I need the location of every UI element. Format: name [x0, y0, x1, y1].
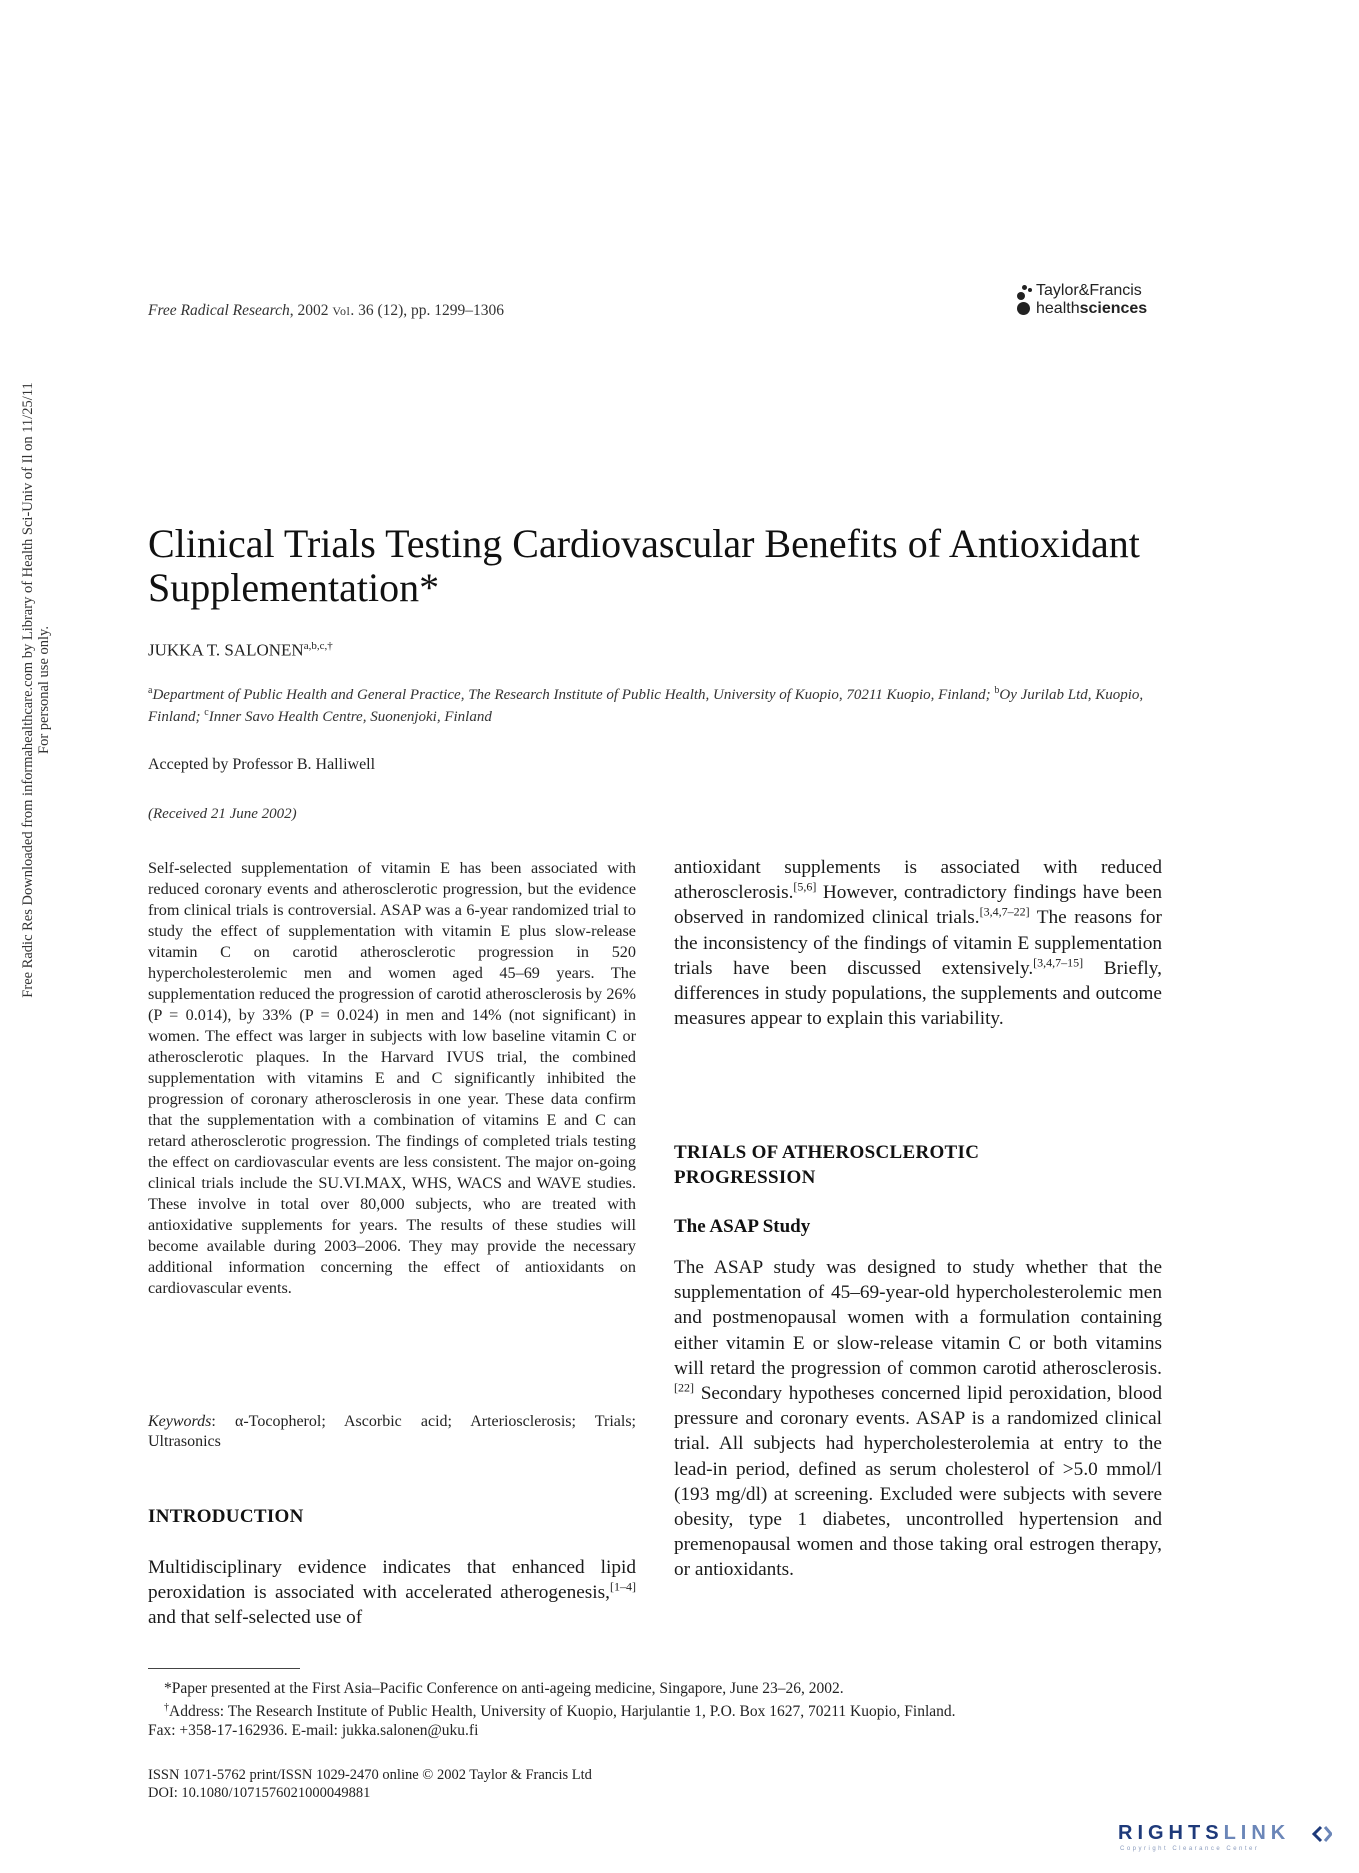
footnote-rule	[148, 1668, 300, 1669]
journal-name: Free Radical Research	[148, 302, 290, 319]
keywords-label: Keywords	[148, 1413, 212, 1430]
footnote-3: Fax: +358-17-162936. E-mail: jukka.salonen@uku.fi	[148, 1722, 479, 1740]
journal-year: , 2002	[289, 302, 333, 319]
author-name: JUKKA T. SALONEN	[148, 640, 304, 660]
issn-doi	[148, 1766, 592, 1802]
side-note-line2: For personal use only.	[36, 626, 52, 754]
footnotes	[148, 1679, 1188, 1740]
keywords	[148, 1412, 636, 1452]
trials-heading: TRIALS OF ATHEROSCLEROTIC PROGRESSION	[674, 1142, 980, 1188]
journal-details: . 36 (12), pp. 1299–1306	[350, 302, 505, 319]
author-marks: a,b,c,†	[303, 640, 333, 652]
asap-subheading: The ASAP Study	[674, 1216, 811, 1237]
introduction-continuation: antioxidant supplements is associated with reduced atherosclerosis.[5,6] However, contradictory findings have been observed in randomized clinical trials.[3,4,7–22] The reasons for the inconsistency of the findings of vitamin E supplementation trials have been discussed extensively.[3,4,7–15] Briefly, differences in study populations, the supplements and outcome measures appear to explain this variability.	[674, 857, 1162, 1030]
author	[148, 640, 333, 661]
side-note-line1: Free Radic Res Downloaded from informahealthcare.com by Library of Health Sci-Univ of Il on 11/25/11	[20, 382, 36, 998]
logo-line1: Taylor&Francis	[1036, 282, 1142, 299]
paper-title: Clinical Trials Testing Cardiovascular Benefits of Antioxidant Supplementation*	[148, 521, 1140, 610]
doi-line: DOI: 10.1080/1071576021000049881	[148, 1785, 371, 1801]
rightslink-subtitle: Copyright Clearance Center	[1120, 1846, 1260, 1852]
received-date: (Received 21 June 2002)	[148, 806, 297, 822]
issn-line: ISSN 1071-5762 print/ISSN 1029-2470 online © 2002 Taylor & Francis Ltd	[148, 1767, 592, 1783]
rightslink-logo[interactable]	[1118, 1822, 1348, 1858]
journal-vol-label: Vol	[332, 304, 351, 318]
download-side-note	[20, 340, 52, 1040]
taylor-francis-logo	[1016, 282, 1166, 322]
keywords-text: : α-Tocopherol; Ascorbic acid; Arteriosclerosis; Trials; Ultrasonics	[148, 1413, 636, 1450]
footnote-2: †Address: The Research Institute of Public Health, University of Kuopio, Harjulantie 1, P.O. Box 1627, 70211 Kuopio, Finland.	[164, 1702, 956, 1721]
accepted-by: Accepted by Professor B. Halliwell	[148, 756, 376, 773]
abstract: Self-selected supplementation of vitamin E has been associated with reduced coronary events and atherosclerotic progression, but the evidence from clinical trials is controversial. ASAP was a 6-year randomized trial to study the effect of supplementation with vitamin E plus slow-release vitamin C on carotid atherosclerotic progression in 520 hypercholesterolemic men and women aged 45–69 years. The supplementation reduced the progression of carotid atherosclerosis by 26% (P = 0.014), by 33% (P = 0.024) in men and 14% (not significant) in women. The effect was larger in subjects with low baseline vitamin C or atherosclerotic plaques. In the Harvard IVUS trial, the combined supplementation with vitamins E and C significantly inhibited the progression of coronary atherosclerosis in one year. These data confirm that the supplementation with a combination of vitamins E and C can retard atherosclerotic progression. The findings of completed trials testing the effect on cardiovascular events are less consistent. The major on-going clinical trials include the SU.VI.MAX, WHS, WACS and WAVE studies. These involve in total over 80,000 subjects, who are treated with antioxidative supplements for years. The results of these studies will become available during 2003–2006. They may provide the necessary additional information concerning the effect of antioxidants on cardiovascular events.	[148, 859, 636, 1297]
introduction-paragraph: Multidisciplinary evidence indicates that enhanced lipid peroxidation is associated with accelerated atherogenesis,[1–4] and that self-selected use of	[148, 1557, 636, 1629]
rightslink-arrow-icon	[1312, 1824, 1332, 1844]
introduction-heading: INTRODUCTION	[148, 1506, 304, 1527]
footnote-1: *Paper presented at the First Asia–Pacific Conference on anti-ageing medicine, Singapore, June 23–26, 2002.	[164, 1680, 844, 1697]
logo-line2: healthsciences	[1036, 300, 1148, 317]
asap-paragraph: The ASAP study was designed to study whether that the supplementation of 45–69-year-old hypercholesterolemic men and postmenopausal women with a formulation containing either vitamin E or slow-release vitamin C or both vitamins will retard the progression of common carotid atherosclerosis.[22] Secondary hypotheses concerned lipid peroxidation, blood pressure and coronary events. ASAP is a randomized clinical trial. All subjects had hypercholesterolemia at entry to the lead-in period, defined as serum cholesterol of >5.0 mmol/l (193 mg/dl) at screening. Excluded were subjects with severe obesity, type 1 diabetes, uncontrolled hypertension and premenopausal women and those taking oral estrogen therapy, or antioxidants.	[674, 1257, 1162, 1581]
affiliation: $^a$Department of Public Health and General Practice, The Research Institute of Public Health, University of Kuopio, 70211 Kuopio, Finland; $^b$Oy Jurilab Ltd, Kuopio, Finland; $^c$Inner Savo Health Centre, Suonenjoki, Finland	[148, 685, 1144, 725]
rightslink-wordmark: RIGHTSLINK	[1118, 1822, 1291, 1844]
journal-citation	[148, 302, 504, 320]
